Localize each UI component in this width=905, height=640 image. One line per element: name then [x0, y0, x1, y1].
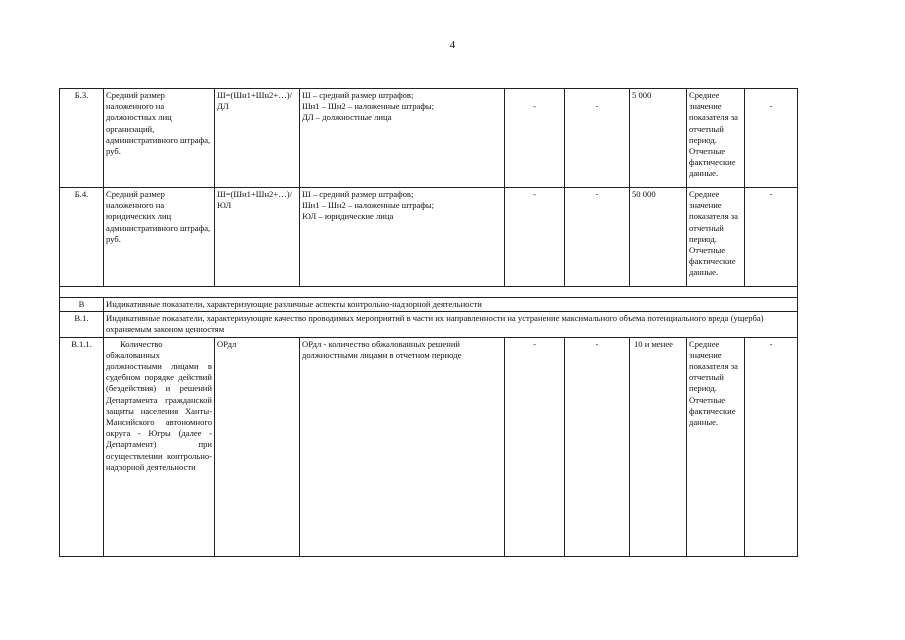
value-cell: - — [505, 188, 565, 287]
table-row — [60, 287, 798, 298]
section-header-row — [60, 298, 798, 312]
note-cell: - — [745, 337, 798, 556]
formula-legend: ОРдл - количество обжалованных решений должностными лицами в отчетном периоде — [300, 337, 505, 556]
legend-line: Шн1 – Шн2 – наложенные штрафы; — [302, 200, 435, 211]
section-title: Индикативные показатели, характеризующие качество проводимых мероприятий в части их направленности на устранение максимального объема потенциального вреда (ущерба) охраняемым законом ценностям — [104, 312, 798, 337]
section-code: В — [60, 298, 104, 312]
indicators-table — [59, 88, 798, 557]
legend-line: Ш – средний размер штрафов; — [302, 189, 414, 199]
table-row — [60, 89, 798, 188]
value-cell: - — [565, 337, 630, 556]
section-title: Индикативные показатели, характеризующие различные аспекты контрольно-надзорной деятельности — [104, 298, 798, 312]
note-cell: - — [745, 89, 798, 188]
section-code: В.1. — [60, 312, 104, 337]
row-code: Б.4. — [60, 188, 104, 287]
row-code: В.1.1. — [60, 337, 104, 556]
indicator-name: Количество обжалованных должностными лицами в судебном порядке действий (бездействия) и решений Департамента гражданской защиты населения Ханты-Мансийского автономного округа - Югры (далее - Департамент) при осуществлении контрольно-надзорной деятельности — [104, 337, 215, 556]
value-cell: - — [505, 337, 565, 556]
row-code: Б.3. — [60, 89, 104, 188]
table-row — [60, 188, 798, 287]
legend-line: Ш – средний размер штрафов; — [302, 90, 414, 100]
page-number: 4 — [449, 39, 456, 51]
legend-line: ДЛ – должностные лица — [302, 112, 392, 123]
target-value: 10 и менее — [630, 337, 687, 556]
target-value: 5 000 — [630, 89, 687, 188]
formula-legend — [300, 188, 505, 287]
value-cell: - — [565, 188, 630, 287]
spacer-cell — [60, 287, 798, 298]
legend-line: Шн1 – Шн2 – наложенные штрафы; — [302, 101, 435, 112]
value-cell: - — [565, 89, 630, 188]
section-header-row — [60, 312, 798, 337]
formula-legend — [300, 89, 505, 188]
indicator-formula: Ш=(Шн1+Шн2+…)/ДЛ — [215, 89, 300, 188]
indicator-formula: Ш=(Шн1+Шн2+…)/ЮЛ — [215, 188, 300, 287]
indicator-name: Средний размер наложенного на должностных лиц организаций, административного штрафа, руб. — [104, 89, 215, 188]
target-value: 50 000 — [630, 188, 687, 287]
value-cell: - — [505, 89, 565, 188]
data-source: Среднее значение показателя за отчетный период. Отчетные фактические данные. — [687, 337, 745, 556]
table-row — [60, 337, 798, 556]
data-source: Среднее значение показателя за отчетный период. Отчетные фактические данные. — [687, 89, 745, 188]
data-source: Среднее значение показателя за отчетный период. Отчетные фактические данные. — [687, 188, 745, 287]
indicator-formula: ОРдл — [215, 337, 300, 556]
legend-line: ЮЛ – юридические лица — [302, 211, 394, 222]
note-cell: - — [745, 188, 798, 287]
indicator-name: Средний размер наложенного на юридических лиц административного штрафа, руб. — [104, 188, 215, 287]
